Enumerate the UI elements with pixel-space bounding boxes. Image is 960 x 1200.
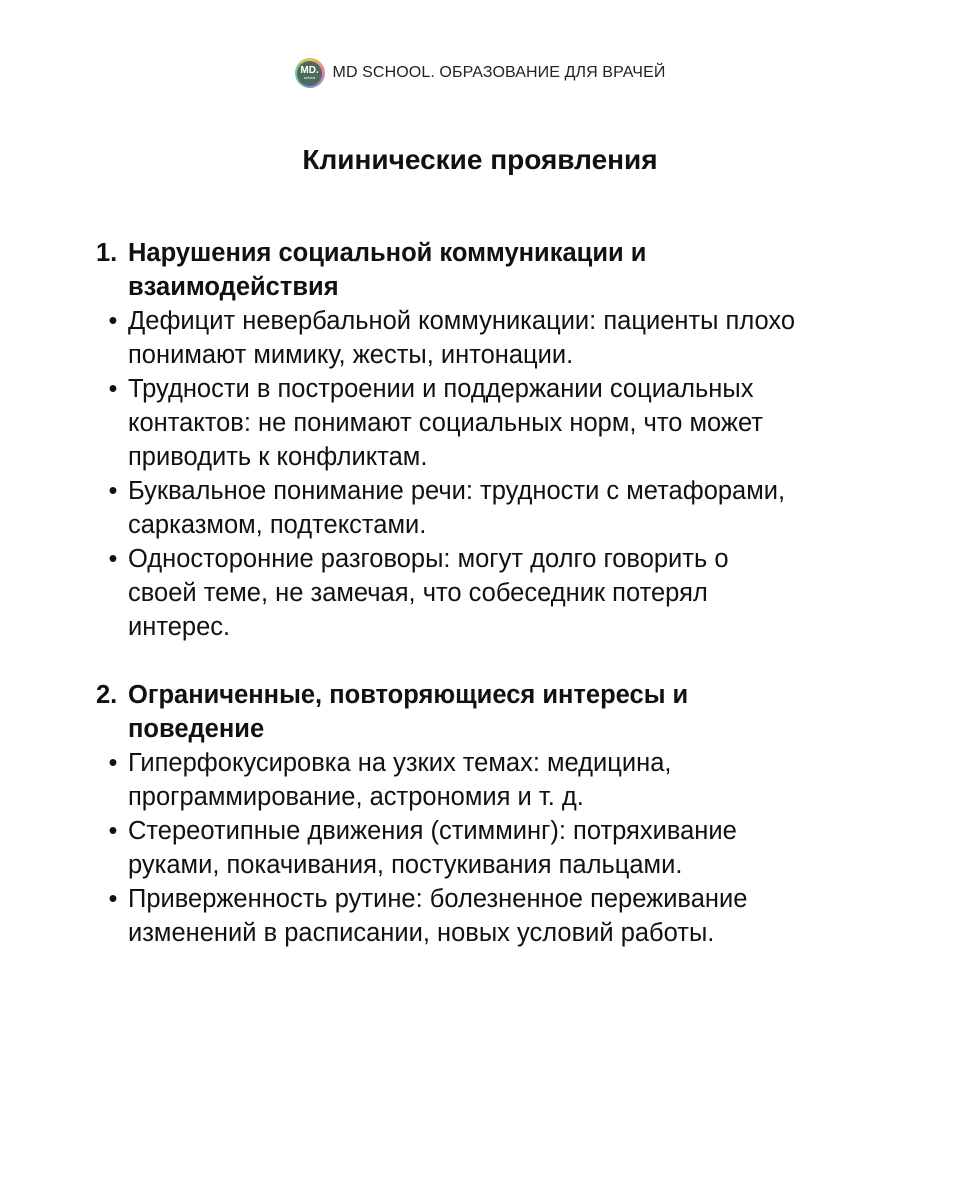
section-number: 2. [96,681,118,709]
list-item-text [128,372,763,474]
page-title: Клинические проявления [302,144,658,175]
list-item [96,542,896,644]
list-item [96,882,896,950]
item-line: Буквальное понимание речи: трудности с метафорами, [128,477,786,505]
list-item-text [128,746,671,814]
section-heading-text [128,236,646,304]
bullet-icon: • [108,545,118,573]
item-line: Гиперфокусировка на узких темах: медицина, [128,749,672,777]
list-item [96,746,896,814]
bullet-icon: • [108,307,118,335]
item-line: Дефицит невербальной коммуникации: пациенты плохо [128,307,796,335]
list-item-text [128,474,785,542]
list-item [96,372,896,474]
item-line: своей теме, не замечая, что собеседник потерял [128,579,708,607]
item-line: Трудности в построении и поддержании социальных [128,375,754,403]
item-line: контактов: не понимают социальных норм, что может [128,409,763,437]
item-line: руками, покачивания, постукивания пальцами. [128,851,683,879]
bullet-icon: • [108,817,118,845]
heading-line: взаимодействия [128,273,339,301]
section-number: 1. [96,239,118,267]
item-line: Приверженность рутине: болезненное переживание [128,885,748,913]
list-item [96,814,896,882]
item-line: программирование, астрономия и т. д. [128,783,584,811]
item-line: приводить к конфликтам. [128,443,428,471]
item-line: понимают мимику, жесты, интонации. [128,341,574,369]
item-line: изменений в расписании, новых условий работы. [128,919,715,947]
item-line: Односторонние разговоры: могут долго говорить о [128,545,729,573]
bullet-icon: • [108,477,118,505]
list-item-text [128,304,795,372]
list-item-text [128,814,737,882]
list-item [96,304,896,372]
bullet-icon: • [108,885,118,913]
list-item-text [128,882,747,950]
section-1 [96,236,896,644]
logo-subtext: school [303,75,316,80]
section-heading [96,236,896,304]
content [96,236,896,984]
section-heading [96,678,896,746]
section-2 [96,678,896,950]
list-item-text [128,542,729,644]
brand-name: MD SCHOOL. ОБРАЗОВАНИЕ ДЛЯ ВРАЧЕЙ [332,64,666,81]
section-heading-text [128,678,688,746]
brand-header [0,58,960,88]
bullet-icon: • [108,375,118,403]
md-school-logo-icon [295,58,325,88]
item-line: интерес. [128,613,231,641]
heading-line: Ограниченные, повторяющиеся интересы и [128,681,689,709]
item-line: Стереотипные движения (стимминг): потряхивание [128,817,737,845]
bullet-icon: • [108,749,118,777]
heading-line: поведение [128,715,265,743]
heading-line: Нарушения социальной коммуникации и [128,239,647,267]
logo-text: MD. [300,65,319,76]
list-item [96,474,896,542]
item-line: сарказмом, подтекстами. [128,511,427,539]
